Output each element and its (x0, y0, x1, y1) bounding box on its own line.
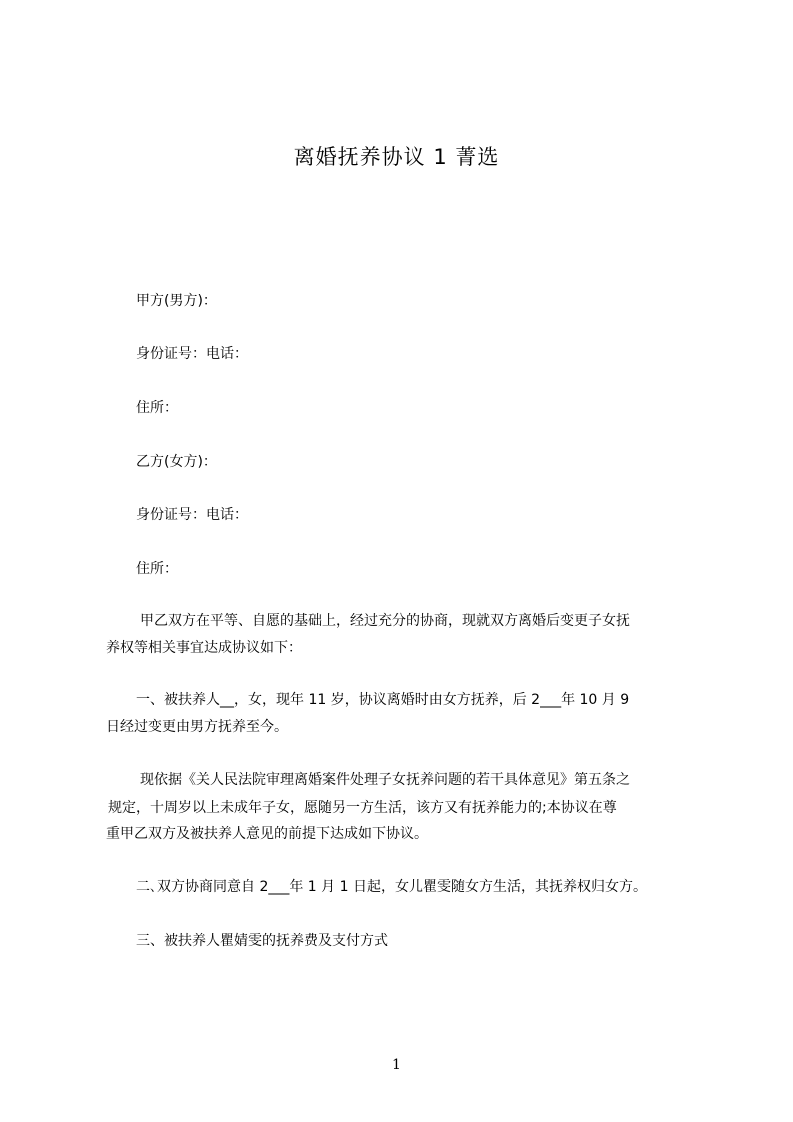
party-b-id-phone: 身份证号：电话： (136, 507, 248, 523)
party-a-address: 住所： (136, 400, 178, 416)
clause-3-heading: 三、被扶养人瞿婧雯的抚养费及支付方式 (136, 933, 388, 949)
intro-paragraph-line-2: 养权等相关事宜达成协议如下： (106, 640, 302, 656)
page-number: 1 (392, 1057, 401, 1073)
clause-2: 二､双方协商同意自 2___年 1 月 1 日起，女儿瞿雯随女方生活，其抚养权归女方。 (136, 879, 647, 895)
clause-1-line-1: 一、被扶养人__，女，现年 11 岁，协议离婚时由女方抚养，后 2___年 10 月 9 (136, 692, 630, 708)
party-b-label: 乙方(女方)： (136, 454, 217, 470)
basis-paragraph-line-2: 规定，十周岁以上未成年子女，愿随另一方生活，该方又有抚养能力的;本协议在尊 (108, 800, 617, 816)
basis-paragraph-line-1: 现依据《关人民法院审理离婚案件处理子女抚养问题的若干具体意见》第五条之 (140, 772, 630, 788)
party-b-address: 住所： (136, 561, 178, 577)
clause-1-line-2: 日经过变更由男方抚养至今。 (106, 719, 288, 735)
document-title: 离婚抚养协议 1 菁选 (293, 145, 500, 169)
intro-paragraph-line-1: 甲乙双方在平等、自愿的基础上，经过充分的协商，现就双方离婚后变更子女抚 (140, 613, 630, 629)
basis-paragraph-line-3: 重甲乙双方及被扶养人意见的前提下达成如下协议。 (106, 826, 428, 842)
party-a-label: 甲方(男方)： (136, 293, 217, 309)
party-a-id-phone: 身份证号：电话： (136, 346, 248, 362)
